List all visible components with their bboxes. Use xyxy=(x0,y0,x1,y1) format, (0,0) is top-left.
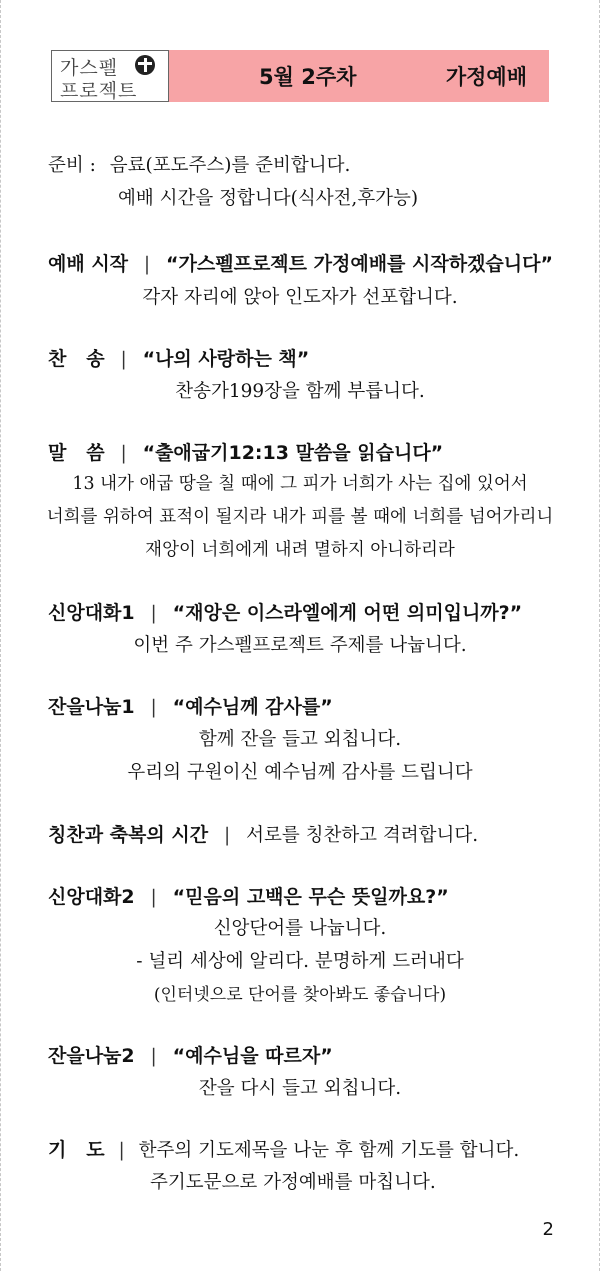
start-line: 각자 자리에 앉아 인도자가 선포합니다. xyxy=(142,287,458,308)
cup1-line2: 우리의 구원이신 예수님께 감사를 드립니다 xyxy=(127,762,473,783)
start-heading xyxy=(48,249,553,276)
hymn-quote: “나의 사랑하는 책” xyxy=(142,348,310,370)
cup2-line: 잔을 다시 들고 외칩니다. xyxy=(198,1078,402,1099)
word-label: 말 씀 xyxy=(48,442,105,464)
talk1-sep: | xyxy=(150,603,157,624)
praise-text: 서로를 칭찬하고 격려합니다. xyxy=(246,825,479,846)
talk1-line: 이번 주 가스펠프로젝트 주제를 나눕니다. xyxy=(133,635,467,656)
word-quote: “출애굽기12:13 말씀을 읽습니다” xyxy=(142,442,444,464)
prayer-text: 한주의 기도제목을 나눈 후 함께 기도를 합니다. xyxy=(138,1140,520,1161)
talk1-label: 신앙대화1 xyxy=(48,602,135,624)
word-sep: | xyxy=(120,443,127,464)
word-line1: 13 내가 애굽 땅을 칠 때에 그 피가 너희가 사는 집에 있어서 xyxy=(72,474,528,494)
cup2-label: 잔을나눔2 xyxy=(48,1045,135,1067)
logo-line1: 가스펠 xyxy=(60,57,119,79)
cup1-sep: | xyxy=(150,697,157,718)
page-number: 2 xyxy=(542,1219,554,1240)
word-line3: 재앙이 너희에게 내려 멸하지 아니하리라 xyxy=(145,540,455,560)
word-heading xyxy=(48,438,443,465)
prep-text2: 예배 시간을 정합니다(식사전,후가능) xyxy=(118,188,419,209)
header xyxy=(51,50,549,102)
cup1-heading xyxy=(48,692,333,719)
hymn-heading xyxy=(48,344,309,371)
talk2-quote: “믿음의 고백은 무슨 뜻일까요?” xyxy=(172,886,449,908)
header-band xyxy=(169,50,549,102)
cup1-label: 잔을나눔1 xyxy=(48,696,135,718)
start-label: 예배 시작 xyxy=(48,253,129,275)
talk1-heading xyxy=(48,598,522,625)
start-quote: “가스펠프로젝트 가정예배를 시작하겠습니다” xyxy=(166,253,553,275)
prayer-heading xyxy=(48,1135,519,1162)
start-sep: | xyxy=(143,254,151,275)
prayer-line: 주기도문으로 가정예배를 마칩니다. xyxy=(150,1172,436,1193)
prep-line1 xyxy=(48,151,350,177)
hymn-label: 찬 송 xyxy=(48,348,105,370)
logo-line2: 프로젝트 xyxy=(60,80,138,102)
praise-heading xyxy=(48,820,478,847)
talk2-line1: 신앙단어를 나눕니다. xyxy=(213,918,387,939)
cup2-heading xyxy=(48,1041,333,1068)
talk2-line3: (인터넷으로 단어를 찾아봐도 좋습니다) xyxy=(153,985,447,1005)
cup1-quote: “예수님께 감사를” xyxy=(172,696,333,718)
talk2-sep: | xyxy=(150,887,157,908)
cup2-quote: “예수님을 따르자” xyxy=(172,1045,333,1067)
word-line2: 너희를 위하여 표적이 될지라 내가 피를 볼 때에 너희를 넘어가리니 xyxy=(46,507,554,527)
prep-label: 준비 : xyxy=(48,155,96,176)
cross-icon xyxy=(135,55,155,75)
hymn-sep: | xyxy=(120,349,127,370)
prayer-label: 기 도 xyxy=(48,1139,105,1161)
hymn-line: 찬송가199장을 함께 부릅니다. xyxy=(175,381,425,402)
talk2-heading xyxy=(48,882,449,909)
cup2-sep: | xyxy=(150,1046,157,1067)
logo xyxy=(51,50,169,102)
cup1-line1: 함께 잔을 들고 외칩니다. xyxy=(198,729,402,750)
praise-sep: | xyxy=(223,825,231,846)
praise-label: 칭찬과 축복의 시간 xyxy=(48,824,209,846)
week-label: 5월 2주차 xyxy=(259,65,357,89)
talk2-line2: - 널리 세상에 알리다. 분명하게 드러내다 xyxy=(136,951,464,972)
page-title: 가정예배 xyxy=(445,65,527,89)
talk2-label: 신앙대화2 xyxy=(48,886,135,908)
prayer-sep: | xyxy=(118,1140,125,1161)
prep-text1: 음료(포도주스)를 준비합니다. xyxy=(109,155,351,176)
talk1-quote: “재앙은 이스라엘에게 어떤 의미입니까?” xyxy=(172,602,523,624)
